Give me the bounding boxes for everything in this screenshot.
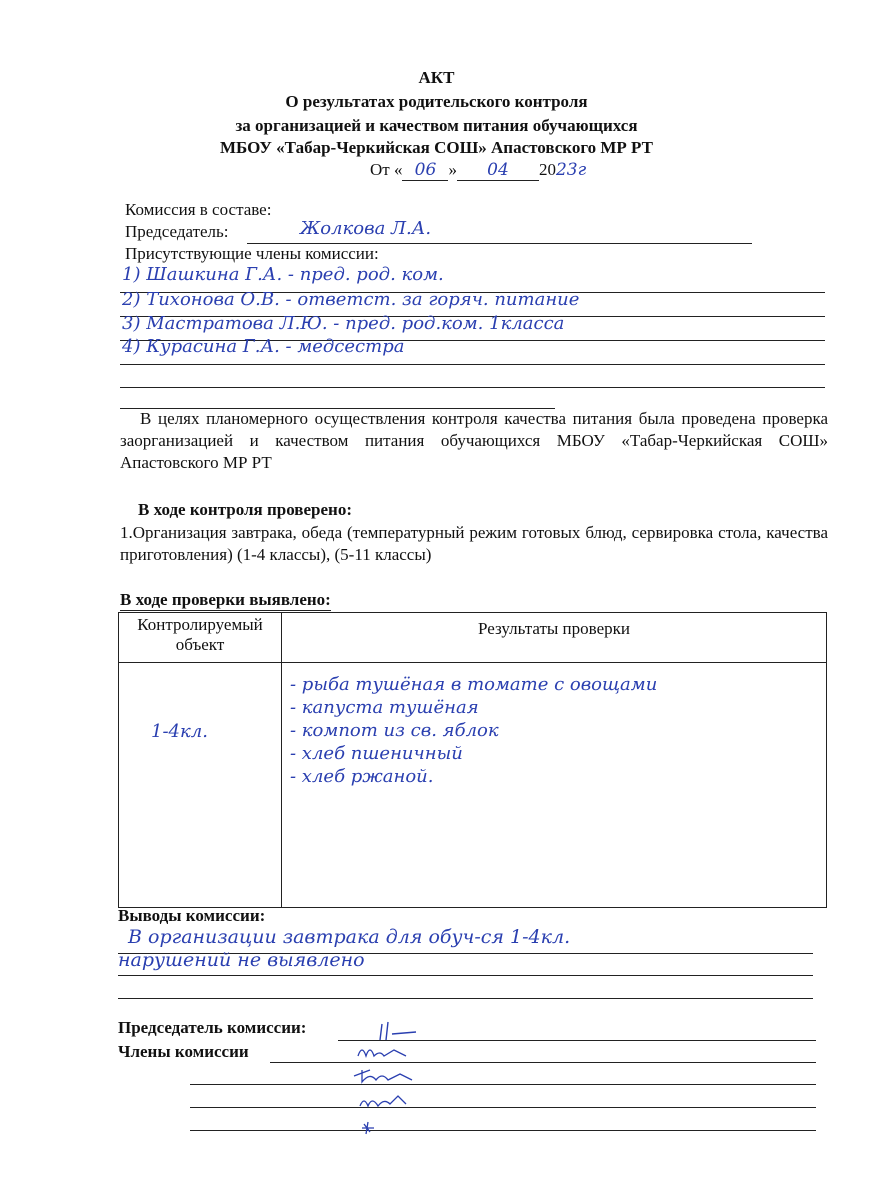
doc-subtitle-1: О результатах родительского контроля — [285, 92, 588, 111]
commission-label: Комиссия в составе: — [125, 200, 272, 219]
date-year-prefix: 20 — [538, 160, 556, 179]
date-prefix: От « — [370, 160, 403, 179]
conclusions-heading: Выводы комиссии: — [118, 906, 266, 925]
date-day: 06 — [402, 160, 448, 181]
result-item: - компот из св. яблок — [290, 720, 499, 741]
date-line — [370, 160, 586, 181]
result-item: - хлеб пшеничный — [290, 743, 463, 764]
result-item: - хлеб ржаной. — [290, 766, 434, 787]
col-object-header: Контролируемый объект — [137, 615, 263, 654]
member-signature-4 — [362, 1122, 374, 1134]
result-item: - рыба тушёная в томате с овощами — [290, 674, 658, 695]
date-month: 04 — [457, 160, 539, 181]
doc-subtitle-3: МБОУ «Табар-Черкийская СОШ» Апастовского МР РТ — [220, 138, 653, 157]
conclusion-line-2: нарушений не выявлено — [118, 949, 365, 971]
signature-chair-label: Председатель комиссии: — [118, 1018, 307, 1037]
checked-item-1: 1.Организация завтрака, обеда (температурный режим готовых блюд, сервировка стола, качества приготовления) (1-4 классы), (5-11 классы) — [120, 523, 828, 564]
doc-subtitle-2: за организацией и качеством питания обучающихся — [235, 116, 638, 135]
col-results-header: Результаты проверки — [478, 619, 630, 638]
doc-title: АКТ — [418, 68, 455, 87]
member-4: 4) Курасина Г.А. - медсестра — [122, 336, 405, 357]
member-3: 3) Мастратова Л.Ю. - пред. род.ком. 1класса — [122, 313, 565, 334]
chair-name: Жолкова Л.А. — [300, 218, 432, 239]
findings-table — [118, 612, 827, 908]
date-year-suffix: 23г — [555, 160, 587, 180]
member-2: 2) Тихонова О.В. - ответст. за горяч. питание — [122, 289, 580, 310]
member-1: 1) Шашкина Г.А. - пред. род. ком. — [122, 264, 444, 285]
findings-heading: В ходе проверки выявлено: — [120, 590, 331, 609]
signature-scribbles — [350, 1010, 470, 1140]
result-item: - капуста тушёная — [290, 697, 479, 718]
member-signature-1 — [358, 1050, 406, 1056]
member-signature-3 — [360, 1096, 406, 1106]
chair-label: Председатель: — [125, 222, 229, 241]
date-mid: » — [448, 160, 457, 179]
results-cell — [282, 663, 826, 788]
checked-heading: В ходе контроля проверено: — [138, 500, 352, 519]
chair-signature — [380, 1022, 416, 1040]
members-label: Присутствующие члены комиссии: — [125, 244, 379, 263]
purpose-paragraph: В целях планомерного осуществления контроля качества питания была проведена проверка заорганизацией и качеством питания обучающихся МБОУ «Табар-Черкийская СОШ» Апастовского МР РТ — [120, 409, 828, 472]
object-cell: 1-4кл. — [151, 721, 208, 742]
member-signature-2 — [354, 1070, 412, 1082]
conclusion-line-1: В организации завтрака для обуч-ся 1-4кл. — [128, 926, 571, 948]
signature-members-label: Члены комиссии — [118, 1042, 249, 1061]
